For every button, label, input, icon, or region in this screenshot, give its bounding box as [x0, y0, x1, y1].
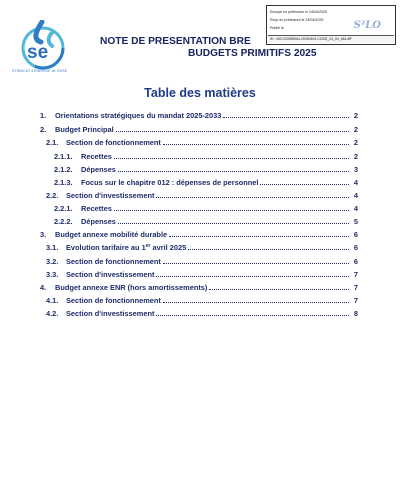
toc-entry-page: 6	[353, 243, 358, 252]
toc-leader-dots	[163, 302, 349, 303]
toc-entry-page: 4	[353, 204, 358, 213]
stamp-sent-line: Envoyé en préfecture le 24/04/2025	[270, 10, 327, 14]
toc-entry-text: Section d'investissement	[66, 309, 155, 318]
toc-entry-text: Dépenses	[81, 217, 116, 226]
toc-entry-text	[66, 243, 186, 252]
stamp-received-line: Reçu en préfecture le 24/04/2025	[270, 18, 324, 23]
toc-leader-dots	[156, 276, 349, 277]
toc-entry-page: 8	[353, 309, 358, 318]
toc-entry-page: 6	[353, 257, 358, 266]
toc-entry[interactable]	[46, 242, 358, 252]
toc-entry-superscript: er	[145, 243, 151, 249]
toc-entry-text: Budget annexe ENR (hors amortissements)	[55, 283, 208, 292]
toc-entry-page: 6	[353, 230, 358, 239]
toc-entry-number: 2.1.2.	[54, 165, 73, 174]
logo-caption: SYNDICAT d'ENERGIE de l'OISE	[12, 69, 68, 73]
toc-entry-text: Budget Principal	[55, 125, 114, 134]
toc-leader-dots	[114, 158, 349, 159]
toc-entry-text: Section de fonctionnement	[66, 296, 161, 305]
toc-entry[interactable]	[46, 308, 358, 318]
toc-entry[interactable]	[54, 151, 358, 161]
toc-entry-number: 2.1.	[46, 138, 59, 147]
toc-entry[interactable]	[40, 282, 358, 292]
toc-entry[interactable]	[40, 124, 358, 134]
toc-entry-text-main: Evolution tarifaire au 1	[66, 243, 146, 252]
toc-entry-page: 2	[353, 125, 358, 134]
toc-leader-dots	[156, 315, 349, 316]
stamp-id: ID : 060-200059064-20250404-C2025_04_04_18A-BF	[268, 35, 394, 43]
toc-entry-text: Budget annexe mobilité durable	[55, 230, 168, 239]
svg-text:se: se	[27, 42, 49, 63]
toc-entry-number: 2.2.1.	[54, 204, 73, 213]
toc-entry[interactable]	[40, 229, 358, 239]
toc-entry-text: Recettes	[81, 204, 112, 213]
toc-entry[interactable]	[46, 295, 358, 305]
toc-entry-page: 7	[353, 296, 358, 305]
toc-entry[interactable]	[54, 216, 358, 226]
toc-entry-text: Orientations stratégiques du mandat 2025-2033	[55, 111, 222, 120]
toc-entry-number: 2.2.	[46, 191, 59, 200]
toc-entry-page: 2	[353, 152, 358, 161]
toc-leader-dots	[169, 236, 349, 237]
toc-entry[interactable]	[40, 110, 358, 120]
toc-entry-number: 4.	[40, 283, 47, 292]
stamp-published-line: Publié le	[270, 26, 284, 31]
toc-entry-number: 2.1.3.	[54, 178, 73, 187]
toc-entry-text-tail: avril 2025	[150, 243, 187, 252]
toc-leader-dots	[118, 223, 349, 224]
toc-leader-dots	[163, 144, 349, 145]
toc-entry-number: 4.1.	[46, 296, 59, 305]
toc-entry-page: 2	[353, 111, 358, 120]
toc-entry[interactable]	[46, 256, 358, 266]
toc-leader-dots	[114, 210, 349, 211]
toc-heading: Table des matières	[144, 86, 256, 100]
toc-entry-text: Focus sur le chapitre 012 : dépenses de personnel	[81, 178, 259, 187]
toc-entry-number: 4.2.	[46, 309, 59, 318]
toc-entry-number: 3.3.	[46, 270, 59, 279]
toc-entry-text: Dépenses	[81, 165, 116, 174]
toc-entry[interactable]	[46, 190, 358, 200]
toc-leader-dots	[116, 131, 349, 132]
s2lo-brand: S²LO	[353, 20, 381, 31]
toc-entry-page: 2	[353, 138, 358, 147]
toc-entry-page: 4	[353, 178, 358, 187]
toc-entry-page: 7	[353, 283, 358, 292]
toc-entry-text: Section d'investissement	[66, 270, 155, 279]
toc-entry[interactable]	[46, 269, 358, 279]
toc-entry-page: 3	[353, 165, 358, 174]
title-line-2: BUDGETS PRIMITIFS 2025	[188, 48, 317, 59]
toc-entry-number: 1.	[40, 111, 47, 120]
toc-leader-dots	[188, 249, 349, 250]
toc-entry[interactable]	[54, 203, 358, 213]
toc-entry[interactable]	[46, 137, 358, 147]
toc-entry-number: 3.2.	[46, 257, 59, 266]
toc-entry-number: 2.	[40, 125, 47, 134]
toc-entry-text: Section d'investissement	[66, 191, 155, 200]
toc-leader-dots	[156, 197, 349, 198]
toc-entry-number: 3.	[40, 230, 47, 239]
toc-entry-text: Section de fonctionnement	[66, 257, 161, 266]
toc-entry-number: 2.2.2.	[54, 217, 73, 226]
toc-entry-number: 2.1.1.	[54, 152, 73, 161]
toc-entry-text: Section de fonctionnement	[66, 138, 161, 147]
title-line-1: NOTE DE PRESENTATION BRE	[100, 36, 251, 47]
toc-entry-page: 7	[353, 270, 358, 279]
toc-entry-page: 4	[353, 191, 358, 200]
toc-leader-dots	[260, 184, 349, 185]
toc-leader-dots	[163, 263, 349, 264]
toc-entry[interactable]	[54, 164, 358, 174]
toc-leader-dots	[223, 117, 349, 118]
toc-entry-number: 3.1.	[46, 243, 59, 252]
prefecture-stamp	[266, 5, 396, 45]
toc-entry[interactable]	[54, 177, 358, 187]
toc-entry-page: 5	[353, 217, 358, 226]
toc-leader-dots	[209, 289, 349, 290]
toc-entry-text: Recettes	[81, 152, 112, 161]
toc-leader-dots	[118, 171, 349, 172]
